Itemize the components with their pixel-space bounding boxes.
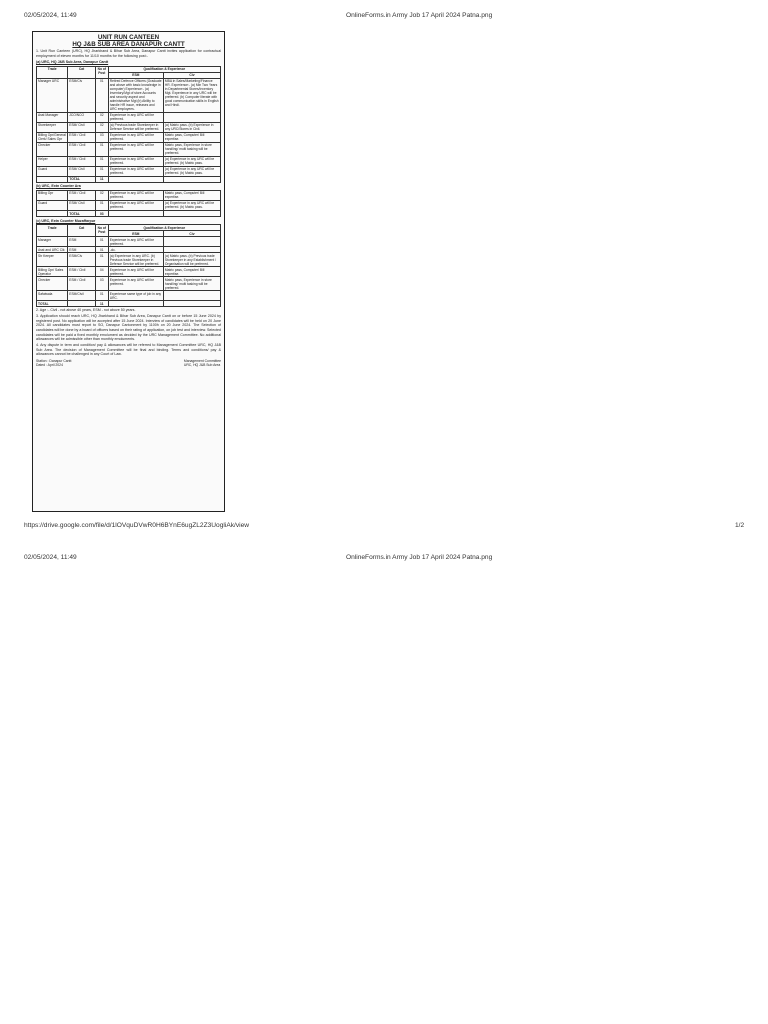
total-row: TOTAL 03 <box>37 211 221 217</box>
signature-block <box>36 359 221 368</box>
table-row: Helper ESM / Civil 01 Experience in any URC will be preferred. (a) Experience in any URC will be preferred. (b) Matric pass. <box>37 156 221 166</box>
table-row: Billing Opr ESM / Civil 02 Experience in any URC will be preferred. Matric pass, Computer/ Bill expertise. <box>37 190 221 200</box>
col-trade: Trade <box>37 66 68 78</box>
total-row: TOTAL 11 <box>37 301 221 307</box>
age-clause: 2. Age :- Civil - not above 40 years, ESM - not above 50 years. <box>36 308 136 313</box>
posts-table-a <box>36 66 221 183</box>
posts-table-c: Trade Cat No of Post Qualification & Experience ESM Civ Manager ESM 01 Experience in any URC will be preferred. Asst and URC Clk ESM 01 -do- Str Keeper ESM/Civ 01 (a) Experience in any URC. (b) Previous trade Storekeeper in Defence Service will be preferred. (a) Matric pass. (b) Previous trade Storekeeper in any Establishment / Organisation will be preferred. Billing Opr/ Sales Operator ESM / Civil 04 Experience in any URC will be preferred. Matric pass, Computer/ Bill expertise. Checker ESM / Civil 03 Experience in any URC will be preferred. Matric pass, Experience in store handling/ multi tasking will be preferred. Safaiwala ESM/Civil 01 Experience same type of job in any URC. TOTAL 11 <box>36 224 221 307</box>
posts-table-b <box>36 190 221 217</box>
table-row: Asst and URC Clk ESM 01 -do- <box>37 247 221 253</box>
print-url: https://drive.google.com/file/d/1lOVquDVwR0H6BYnE6ugZL2Z3UogliAk/view <box>24 522 250 529</box>
notice-intro: 1. Unit Run Canteen (URC), HQ Jharkhand & Bihar Sub Area, Danapur Cantt invites application for contractual employment of eleven months for 11/10 months for the following post:- <box>36 49 221 58</box>
notice-subheading: HQ J&B SUB AREA DANAPUR CANTT <box>72 41 185 49</box>
application-clause: 3. Application should reach URC, HQ Jharkhand & Bihar Sub Area, Danapur Cantt on or before 15 June 2024 by registered post. No application will be accepted after 15 June 2024. Interview of candidates will be held on 20 June 2024. All candidates must report to SO, Danapur Cantonment by 1100h on 20 June 2024. The Selection of candidates will be done by a board of officers based on their rating of application, on job test and interview. Selected candidates will be paid a fixed monthly emolument as decided by the URC Management Committee. No additional allowances will be admissible other than monthly emoluments. <box>36 313 221 342</box>
print-doc-title: OnlineForms.in Army Job 17 April 2024 Patna.png <box>346 12 493 19</box>
dated-text: Dated : April 2024 <box>36 363 63 368</box>
table-row: Manager ESM 01 Experience in any URC will be preferred. <box>37 237 221 247</box>
col-no-of-post: No of Post <box>95 66 108 78</box>
print-datetime: 02/05/2024, 11:49 <box>24 12 77 19</box>
table-row: Manager URC ESM/Civ 01 Retired Defence Officers (Graduate and above with basic knowledge in computer) Experience:- (a) Inventory/Mgt of store Accounts and security aspect and administrative Mgt (b) Ability to handle HR issue, releases and URC employees. MBA in Sales/Marketing/Finance HR. Experience:- (a) Min Two Years in Departmental Stores/Inventory Mgt. Experience in any URC will be preferred. (b) Computer literate with good communication skills in English and Hindi. <box>38 79 219 112</box>
total-row: TOTAL 11 <box>37 176 221 182</box>
notice-heading: UNIT RUN CANTEEN <box>97 34 160 41</box>
table-row: Str Keeper ESM/Civ 01 (a) Experience in any URC. (b) Previous trade Storekeeper in Defence Service will be preferred. (a) Matric pass. (b) Previous trade Storekeeper in any Establishment / Organisation will be preferred. <box>37 253 221 267</box>
col-cat: Cat <box>68 66 96 78</box>
table-row: Checker ESM / Civil 01 Experience in any URC will be preferred. Matric pass, Experience in store handling/ multi tasking will be preferred. <box>37 142 221 156</box>
print-header-page-2 <box>0 554 768 568</box>
signatory-line-1: Management Committee <box>183 358 221 363</box>
section-c-title: (c) URC, Extn Counter Muzaffarpur <box>36 218 96 223</box>
table-row: Guard ESM/ Civil 01 Experience in any URC will be preferred. (a) Experience in any URC will be preferred. (b) Matric pass. <box>37 166 221 176</box>
table-row: Asst Manager JCO/NCO 02 Experience in any URC will be preferred. <box>37 112 221 122</box>
dispute-clause: 4. Any dispute in term and condition/ pay & allowances will be referred to Management Committee URC, HQ J&B Sub Area. The decision of Management Committee will be final and binding. Terms and conditions/ pay & allowances cannot be challenged in any Court of Law. <box>36 342 221 357</box>
signatory-line-2: URC, HQ J&B Sub Area <box>183 363 221 368</box>
table-row: Checker ESM / Civil 03 Experience in any URC will be preferred. Matric pass, Experience in store handling/ multi tasking will be preferred. <box>37 277 221 291</box>
print-datetime: 02/05/2024, 11:49 <box>24 554 77 561</box>
table-row: Safaiwala ESM/Civil 01 Experience same type of job in any URC. <box>37 291 221 301</box>
col-civ: Civ <box>163 72 220 78</box>
page-number: 1/2 <box>735 522 745 529</box>
table-row: Billing Opr/General Clerk/ Sales Opr ESM / Civil 03 Experience in any URC will be preferred. Matric pass, Computer/ Bill expertise. <box>37 132 221 142</box>
print-header <box>0 12 768 26</box>
canteen-notice-image <box>32 31 225 512</box>
table-row: Storekeeper ESM/ Civil 02 (a) Previous trade Storekeeper in Defence Service will be preferred. (a) Matric pass. (b) Experience in any URC/Stores in Civil. <box>37 122 221 132</box>
section-a-title: (a) URC, HQ J&B Sub Area, Danapur Cantt <box>36 60 109 65</box>
table-row: Guard ESM/ Civil 01 Experience in any URC will be preferred. (a) Experience in any URC will be preferred. (b) Matric pass. <box>37 200 221 210</box>
section-b-title: (b) URC, Extn Counter Ara <box>36 184 81 189</box>
station-text: Station : Danapur Cantt <box>36 358 72 363</box>
table-row: Billing Opr/ Sales Operator ESM / Civil 04 Experience in any URC will be preferred. Matric pass, Computer/ Bill expertise. <box>37 267 221 277</box>
print-doc-title: OnlineForms.in Army Job 17 April 2024 Patna.png <box>346 554 493 561</box>
col-esm: ESM <box>108 72 163 78</box>
col-qualification: Qualification & Experience <box>108 66 220 72</box>
